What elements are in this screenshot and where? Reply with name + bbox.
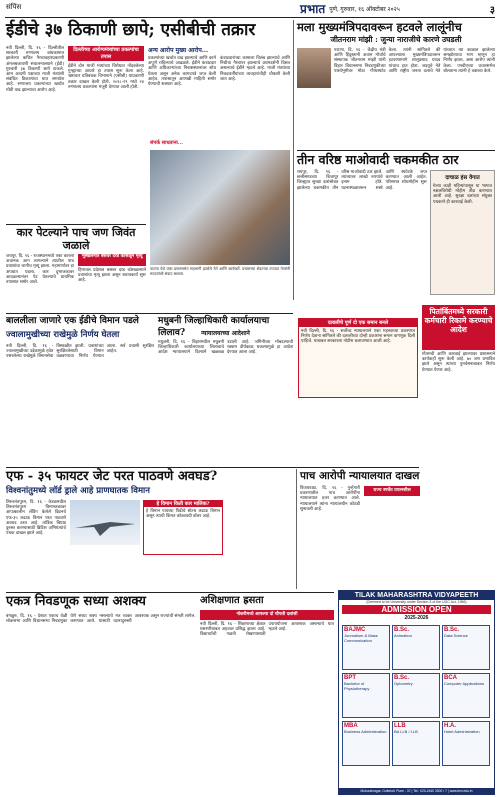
ad-course-title: B.Sc. — [394, 627, 410, 633]
accused-headline: पाच आरोपी न्यायालयात दाखल — [300, 470, 420, 482]
ad-course-desc: BA LLB / LLB — [394, 729, 418, 734]
f35-box-body: हे विमान पाचव्या पिढीचे स्टेल्थ लढाऊ विमान असून त्याची किंमत कोट्यवधी डॉलर आहे. — [146, 509, 220, 520]
jet-photo — [70, 500, 140, 545]
car-box: भूस्खलनात बसवर दरड कोसळून मृत्यू — [78, 254, 146, 266]
column-divider — [293, 20, 294, 300]
f35-box — [143, 500, 223, 555]
mini-ad — [430, 170, 495, 295]
ad-course-title: H.A. — [444, 723, 456, 729]
right-body: गाैतमची आणि कारवाई झाल्यावर प्रशासनाने कार्यवाही सुरू केली आहे. ७० जण प्रभावित झाले असून त्यांच्या पुनर्वसनाबाबत निर्णय घेण्यात येणार आहे. — [422, 352, 495, 373]
ad-course-desc: Business Administration — [344, 729, 387, 734]
maoist-body: रायपूर, दि. १६ - छत्तीसगडच्या बिजापूर जिल्ह्यात सुरक्षा दलांसोबत झालेल्या चकमकीत तीन वरिष्ठ माओवादी ठार झाले. त्यांच्यावर लाखो रुपयांचे इनाम होते. घटनास्थळावरून शस्त्रे आणि स्फोटके जप्त करण्यात आली आहेत. परिसरात शोधमोहीम सुरू आहे. — [297, 170, 427, 191]
ad-course-desc: Animation — [394, 633, 412, 638]
ekatra-headline: एकत्र निवडणूक सध्या अशक्य — [6, 594, 146, 609]
court-box-title: दलालीचे पूर्ण दो एक समान बनले — [299, 319, 417, 327]
ad-course-desc: Hotel Administration — [444, 729, 480, 734]
mini-ad-label: दाचाळ हंस वेगात — [445, 175, 480, 181]
column-divider — [296, 469, 297, 589]
ad-course-title: BAJMC — [344, 627, 366, 633]
brand-name: प्रभात — [300, 2, 326, 16]
accused-box: राज्य स्पर्धेत प्रयत्नशील — [364, 486, 420, 496]
ad-course-desc: Optometry — [394, 681, 413, 686]
ad-course-tile[interactable] — [392, 721, 440, 766]
ad-course-title: BCA — [444, 675, 457, 681]
ed-body-col2: ईडीने दोन माजी मंत्र्यांच्या विरोधात नोंदवलेल्या गुन्ह्याच्या आधारे हा तपास सुरू केला आहे. भ्रष्टाचार प्रतिबंधक विभागाने (एसीबी) याप्रकरणी तक्रार दाखल केली होती. २०१८-१९ मध्ये २४ रुग्णालय प्रकल्पांना मंजुरी देण्यात आली होती. — [68, 64, 144, 90]
ad-subtitle: (Deemed to be University under Section 3 of the UGC Act, 1956) — [366, 600, 467, 604]
ed-body-col4: कंत्राटदारांच्या कामाला विलंब झाल्याचे आणि निधीचा गैरवापर झाल्याचे प्रथमदर्शनी दिसत असल्याचे ईडीने म्हटले आहे. माजी मंत्र्यांच्या निकटवर्तीयांच्या व्यवहारांचीही चौकशी केली जात आहे. — [220, 56, 290, 82]
car-body: जयपूर, दि. १६ - राजस्थानमध्ये एका कारला अचानक आग लागल्याने त्यातील पाच प्रवाशांचा जागीच मृत्यू झाला. महामार्गावर हा अपघात घडला. कार दुभाजकावर आदळल्यानंतर पेट घेतल्याचे प्राथमिक तपासात समोर आले. — [6, 254, 74, 286]
court-box — [298, 318, 418, 398]
ad-course-tile[interactable] — [442, 625, 490, 670]
ad-course-tile[interactable] — [442, 673, 490, 718]
photo-caption: पाटणा येथे एका प्रचारसभेत सहभागी झालेले नेते आणि कार्यकर्ते. प्रचाराच्या शेवटच्या टप्प्यात नेत्यांनी मतदारांशी संवाद साधला. — [150, 266, 290, 276]
ad-course-title: MBA — [344, 723, 358, 729]
university-ad[interactable] — [338, 590, 495, 795]
masthead — [300, 1, 495, 16]
ad-course-tile[interactable] — [342, 721, 390, 766]
divider — [6, 592, 334, 593]
madhubani-subhead: न्यायालयाच्या आदेशाने — [201, 330, 250, 337]
ad-footer: Mukundnagar, Gultekdi, Pune - 37 | Tel.: 020-2440 3000 / 7 | www.tmv.edu.in — [339, 788, 494, 794]
section-label: संपिंस — [6, 4, 22, 11]
maoist-body2: गेल्या काही महिन्यांपासून या भागात नक्षलविरोधी मोहीम तीव्र करण्यात आली आहे. सुरक्षा दलांच्या संयुक्त पथकाने ही कारवाई केली. — [433, 184, 492, 205]
car-headline: कार पेटल्याने पाच जण जिवंत जळाले — [16, 226, 136, 252]
header-rule — [5, 17, 495, 18]
madhubani-headline: मधुबनी जिल्हाधिकारी कार्यालयाचा लिलाव? — [158, 316, 270, 338]
divider — [6, 313, 293, 314]
news-photo — [150, 150, 290, 265]
ad-course-tile[interactable] — [442, 721, 490, 766]
dateline: पुणे, गुरुवार, १६ ऑक्टोबर २०२५ — [329, 6, 400, 13]
ad-title: TILAK MAHARASHTRA VIDYAPEETH — [339, 591, 494, 600]
page-number: ३ — [489, 4, 495, 16]
manjhi-headline: मला मुख्यमंत्रिपदावरून हटवले लालूंनीच — [297, 20, 462, 34]
manjhi-subhead: जीतनराम मांझी : जुन्या नाराजीचे कारणे उघडली — [330, 35, 462, 44]
education-headline: अशिक्षणात ह्रसता — [200, 595, 264, 606]
ad-course-tile[interactable] — [342, 673, 390, 718]
ad-course-title: B.Sc. — [394, 675, 410, 681]
divider — [6, 467, 419, 468]
divider — [6, 224, 146, 225]
photo-caption-head: संपर्क साधताना... — [150, 140, 183, 146]
ad-course-desc: Journalism & Mass Communication — [344, 633, 378, 643]
ad-course-tile[interactable] — [392, 625, 440, 670]
ad-course-desc: Computer Applications — [444, 681, 485, 686]
volcano-headline: बाललीला जाणारे एक ईडीचे विमान पडले — [6, 316, 139, 326]
fighter-jet-icon — [70, 500, 140, 545]
ed-body-col3: प्रकल्पांच्या खर्चात वाढ झाल्याचे आणि कामे अपूर्ण राहिल्याचे आढळले. ईडीने कंत्राटदार आणि अधिकाऱ्यांच्या निवासस्थानांवर शोध घेतला असून अनेक कागदपत्रे जप्त केली आहेत. तपासातून आणखी माहिती समोर येण्याची शक्यता आहे. — [148, 56, 216, 88]
ed-headline: ईडीचे ३७ ठिकाणी छापे; एसीबीची तक्रार — [6, 20, 256, 40]
court-body: नवी दिल्ली, दि. १६ - सर्वोच्च न्यायालयाने एका महत्त्वाच्या प्रकरणात निर्णय देताना सांगितले की दलालीच्या दोन्ही प्रकारांना समान वागणूक दिली पाहिजे. याबाबत सरकारला नोटीस बजावण्यात आली आहे. — [301, 329, 415, 345]
ad-course-desc: Bachelor of Physiotherapy — [344, 681, 370, 691]
ad-banner: ADMISSION OPEN — [342, 605, 491, 614]
ad-tiles — [339, 621, 494, 771]
f35-box-title: हे विमान किती कार मालिक? — [144, 501, 222, 507]
volcano-subhead: ज्वालामुखीच्या राखेमुळे निर्णय घेतला — [6, 330, 120, 340]
f35-body: तिरुवनंतपुरम, दि. १६ - केरळमधील तिरुवनंतपुरम विमानतळावर आपत्कालीन लँडिंग केलेले ब्रिटनचे एफ-३५ लढाऊ विमान परत पाठवणे अवघड ठरत आहे. तांत्रिक बिघाड दुरुस्त करण्यासाठी ब्रिटिश अभियंत्यांचे पथक दाखल झाले आहे. — [6, 500, 66, 537]
ad-course-title: LLB — [394, 723, 406, 729]
maoist-headline: तीन वरिष्ठ माओवादी चकमकीत ठार — [297, 152, 459, 167]
madhubani-body: मधुबनी, दि. १६ - बिहारमधील मधुबनी जिल्हाधिकारी कार्यालयाच्या लिलावाचे आदेश न्यायालयाने दिल्याने खळबळ उडाली आहे. जमिनीच्या मोबदल्याची रक्कम दीर्घकाळ थकल्यामुळे हा आदेश देण्यात आला आहे. — [158, 340, 293, 356]
car-body2: हिमाचल प्रदेशात बसवर दरड कोसळल्याने प्रवाशांचा मृत्यू झाला असून बचावकार्य सुरू आहे. — [78, 268, 146, 284]
manjhi-body: पाटणा, दि. १६ - केंद्रीय मंत्री आणि हिंदुस्तानी अवाम मोर्चाचे संस्थापक जीतनराम मांझी यांनी बिहार विधानसभा निवडणुकीच्या पार्श्वभूमीवर मोठा गौप्यस्फोट केला. त्यांनी सांगितले की आपल्याला मुख्यमंत्रिपदावरून हटवण्यामागे लालूप्रसाद यादव यांचाच हात होता. जदयूचे नेते आणि राष्ट्रीय जनता दलाचे नेते यांच्यात त्या काळात झालेल्या समझोत्याचा भाग म्हणून हा निर्णय झाला, असा आरोप त्यांनी केला. एनडीएच्या प्रचारसभेत बोलताना त्यांनी हे वक्तव्य केले. — [334, 48, 495, 74]
accused-body: विजयवाडा, दि. १६ - गुन्हेगारी प्रकरणातील पाच आरोपींना न्यायालयात हजर करण्यात आले. न्यायालयाने त्यांना न्यायालयीन कोठडी सुनावली आहे. — [300, 486, 360, 512]
ad-course-title: BPT — [344, 675, 356, 681]
ad-course-desc: Data Science — [444, 633, 468, 638]
ad-course-tile[interactable] — [342, 625, 390, 670]
ekatra-body: बंगळुरु, दि. १६ - देशात एकाच वेळी लोकसभा आणि विधानसभा निवडणुका घेणे सध्या शक्य नसल्याचे मत व्यक्त करण्यात आले. यासाठी घटनादुरुस्ती आवश्यक असून राज्यांची संमती लागेल. — [6, 614, 196, 625]
ad-course-title: B.Sc. — [444, 627, 460, 633]
ed-box-title: दिल्लीच्या आरोग्यमंत्र्यांच्या प्रकल्पांचा तपास — [68, 46, 144, 61]
f35-subhead: विश्वनांतुमध्ये लॉर्ड ड्राले आहे प्राणघातक विमान — [6, 486, 150, 496]
leader-photo — [297, 48, 331, 88]
ad-course-tile[interactable] — [392, 673, 440, 718]
ed-body-col1: नवी दिल्ली, दि. १६ - दिल्लीतील सरकारी रुग्णालय बांधकामात झालेल्या कथित गैरव्यवहारप्रकरणी अंमलबजावणी संचालनालयाने (ईडी) गुरुवारी ३७ ठिकाणी छापे टाकले. आम आदमी पक्षाच्या माजी मंत्र्यांशी संबंधित ठिकाणांचा यात समावेश आहे. रुग्णालय प्रकल्पांच्या खर्चात मोठी वाढ झाल्याचा आरोप आहे. — [6, 46, 64, 93]
volcano-body: नवी दिल्ली, दि. १६ - ज्वालामुखीच्या उद्रेकामुळे हवेत पसरलेल्या राखेमुळे विमानसेवा विस्कळीत झाली. प्रवाशांच्या सुरक्षिततेसाठी विमान वळवण्याचा निर्णय घेण्यात आला. सर्व प्रवासी सुरक्षित आहेत. — [6, 344, 154, 360]
education-box: नोकरीमध्ये आपल्या दो चौपती दलांसी — [200, 610, 334, 620]
ed-kicker: अन्य आरोप मुख्य आरोप... — [148, 47, 209, 54]
divider — [297, 150, 495, 151]
right-headline: पितांबिंतमध्ये सरकारी कर्मचारी रिकामे करण्याचे आदेश — [422, 305, 495, 350]
f35-headline: एफ - ३५ फायटर जेट परत पाठवणे अवघड? — [6, 469, 218, 484]
ad-year: 2025-2026 — [404, 615, 429, 621]
education-body: नवी दिल्ली, दि. १६ - शिक्षणाच्या क्षेत्रात घसरणीबाबत अहवाल प्रसिद्ध झाला आहे. विद्यार्थ्यांची गळती रोखण्यासाठी उपाययोजना आवश्यक असल्याचे यात म्हटले आहे. — [200, 622, 334, 638]
